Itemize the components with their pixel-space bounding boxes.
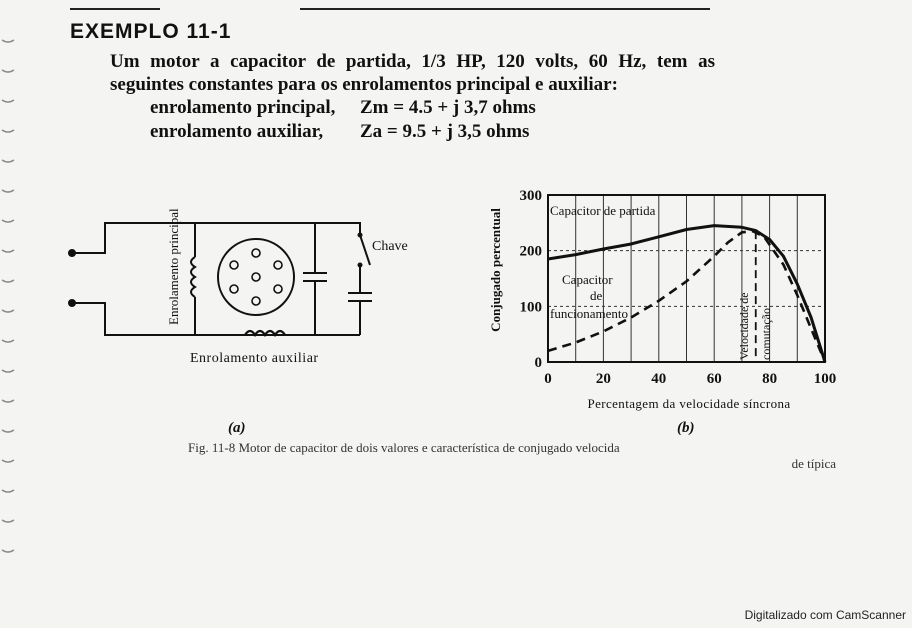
y-tick-label: 0 — [534, 355, 542, 371]
figure-a-label: (a) — [228, 420, 246, 436]
series-1-label: Capacitor de partida — [550, 203, 656, 218]
chart-y-label: Conjugado percentual — [488, 208, 503, 332]
equation-2-label: enrolamento auxiliar, — [150, 121, 324, 142]
series-2-label-line-2: de — [590, 288, 603, 303]
x-tick-label: 0 — [544, 371, 552, 387]
intro-paragraph: Um motor a capacitor de partida, 1/3 HP, 120 volts, 60 Hz, tem as seguintes constantes para os enrolamentos principal e auxiliar: — [110, 51, 715, 95]
circuit-diagram — [60, 205, 408, 380]
auxiliary-winding-label: Enrolamento auxiliar — [190, 351, 319, 366]
annotation-line-1: Velocidade de — [737, 292, 751, 360]
series-2-label-line-3: funcionamento — [550, 306, 628, 321]
equation-1-label: enrolamento principal, — [150, 97, 336, 118]
example-title: EXEMPLO 11-1 — [70, 20, 232, 43]
chart-x-label: Percentagem da velocidade síncrona — [587, 396, 791, 411]
figure-b-label: (b) — [677, 420, 695, 436]
x-tick-label: 80 — [762, 371, 778, 387]
y-tick-label: 300 — [519, 188, 542, 204]
equation-1-expression: Zm = 4.5 + j 3,7 ohms — [360, 97, 536, 118]
y-tick-label: 200 — [519, 243, 542, 260]
figure-caption-line-1: Fig. 11-8 Motor de capacitor de dois valores e característica de conjugado velocida — [188, 440, 620, 455]
equation-2-expression: Za = 9.5 + j 3,5 ohms — [360, 121, 530, 142]
x-tick-label: 20 — [595, 371, 611, 387]
main-winding-label: Enrolamento principal — [166, 208, 181, 325]
x-tick-label: 60 — [706, 371, 722, 387]
top-rule — [70, 8, 710, 11]
scan-edge-marks — [0, 0, 30, 628]
figure-caption-line-2: de típica — [791, 456, 836, 471]
scanner-watermark: Digitalizado com CamScanner — [744, 608, 906, 622]
torque-speed-chart — [480, 180, 850, 420]
switch-label: Chave — [372, 239, 408, 254]
annotation-line-2: comutação — [759, 308, 773, 360]
x-tick-label: 100 — [813, 371, 837, 387]
series-2-label-line-1: Capacitor — [562, 272, 613, 287]
figure-caption — [188, 440, 836, 472]
series-2-label — [550, 272, 628, 321]
x-tick-label: 40 — [651, 371, 667, 387]
y-tick-label: 100 — [519, 299, 542, 316]
